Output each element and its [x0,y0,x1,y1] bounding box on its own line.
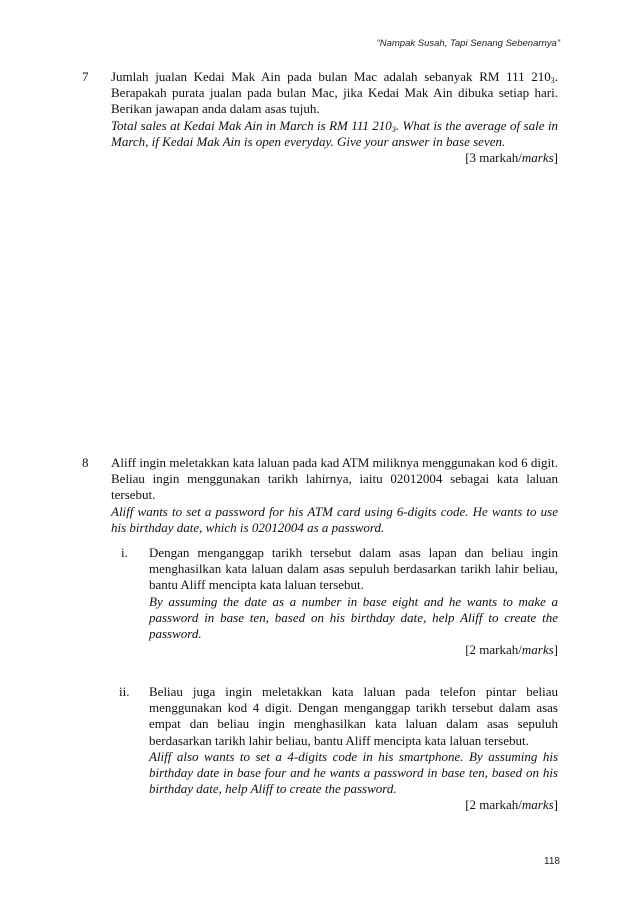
question-7-number: 7 [82,69,89,84]
question-8-body [111,455,558,536]
question-8-part-i-label: i. [121,545,128,560]
question-8-part-ii-text-malay: Beliau juga ingin meletakkan kata laluan pada telefon pintar beliau menggunakan kod 4 digit. Dengan menganggap tarikh tersebut dalam asas empat dan beliau ingin menghasilkan kata laluan dalam asas sepuluh berdasarkan tarikh lahir beliau, bantu Aliff mencipta kata laluan tersebut. [149,684,558,748]
question-8-part-i-text-malay: Dengan menganggap tarikh tersebut dalam asas lapan dan beliau ingin menghasilkan kata laluan dalam asas sepuluh berdasarkan tarikh lahir beliau, bantu Aliff mencipta kata laluan tersebut. [149,545,558,593]
question-8-part-i-marks: [2 markah/marks] [465,642,558,658]
question-8-part-i-text-english: By assuming the date as a number in base eight and he wants to make a password in base ten, based on his birthday date, help Aliff to create the password. [149,593,558,642]
question-7-body [111,69,558,166]
page-header-motto: “Nampak Susah, Tapi Senang Sebenarnya” [376,38,560,49]
question-8-part-ii-label: ii. [119,684,130,699]
question-8-part-ii-text-english: Aliff also wants to set a 4-digits code in his smartphone. By assuming his birthday date in base four and he wants a password in base ten, based on his birthday date, help Aliff to create the password. [149,748,558,797]
question-8-text-english: Aliff wants to set a password for his ATM card using 6-digits code. He wants to use his birthday date, which is 02012004 as a password. [111,503,558,535]
question-7-marks: [3 markah/marks] [465,150,558,166]
question-8-part-i-body [149,545,558,658]
question-8-part-ii-body [149,684,558,814]
question-8-text-malay: Aliff ingin meletakkan kata laluan pada kad ATM miliknya menggunakan kod 6 digit. Beliau ingin menggunakan tarikh lahirnya, iaitu 02012004 sebagai kata laluan tersebut. [111,455,558,503]
question-8-number: 8 [82,455,89,470]
page-number: 118 [544,856,560,867]
question-7-text-malay: Jumlah jualan Kedai Mak Ain pada bulan Mac adalah sebanyak RM 111 $210_3$. Berapakah purata jualan pada bulan Mac, jika Kedai Mak Ain dibuka setiap hari. Berikan jawapan anda dalam asas tujuh. [111,69,558,117]
question-7-text-english: Total sales at Kedai Mak Ain in March is RM 111 $210_3$. What is the average of sale in March, if Kedai Mak Ain is open everyday. Give your answer in base seven. [111,117,559,149]
question-8-part-ii-marks: [2 markah/marks] [465,797,558,813]
